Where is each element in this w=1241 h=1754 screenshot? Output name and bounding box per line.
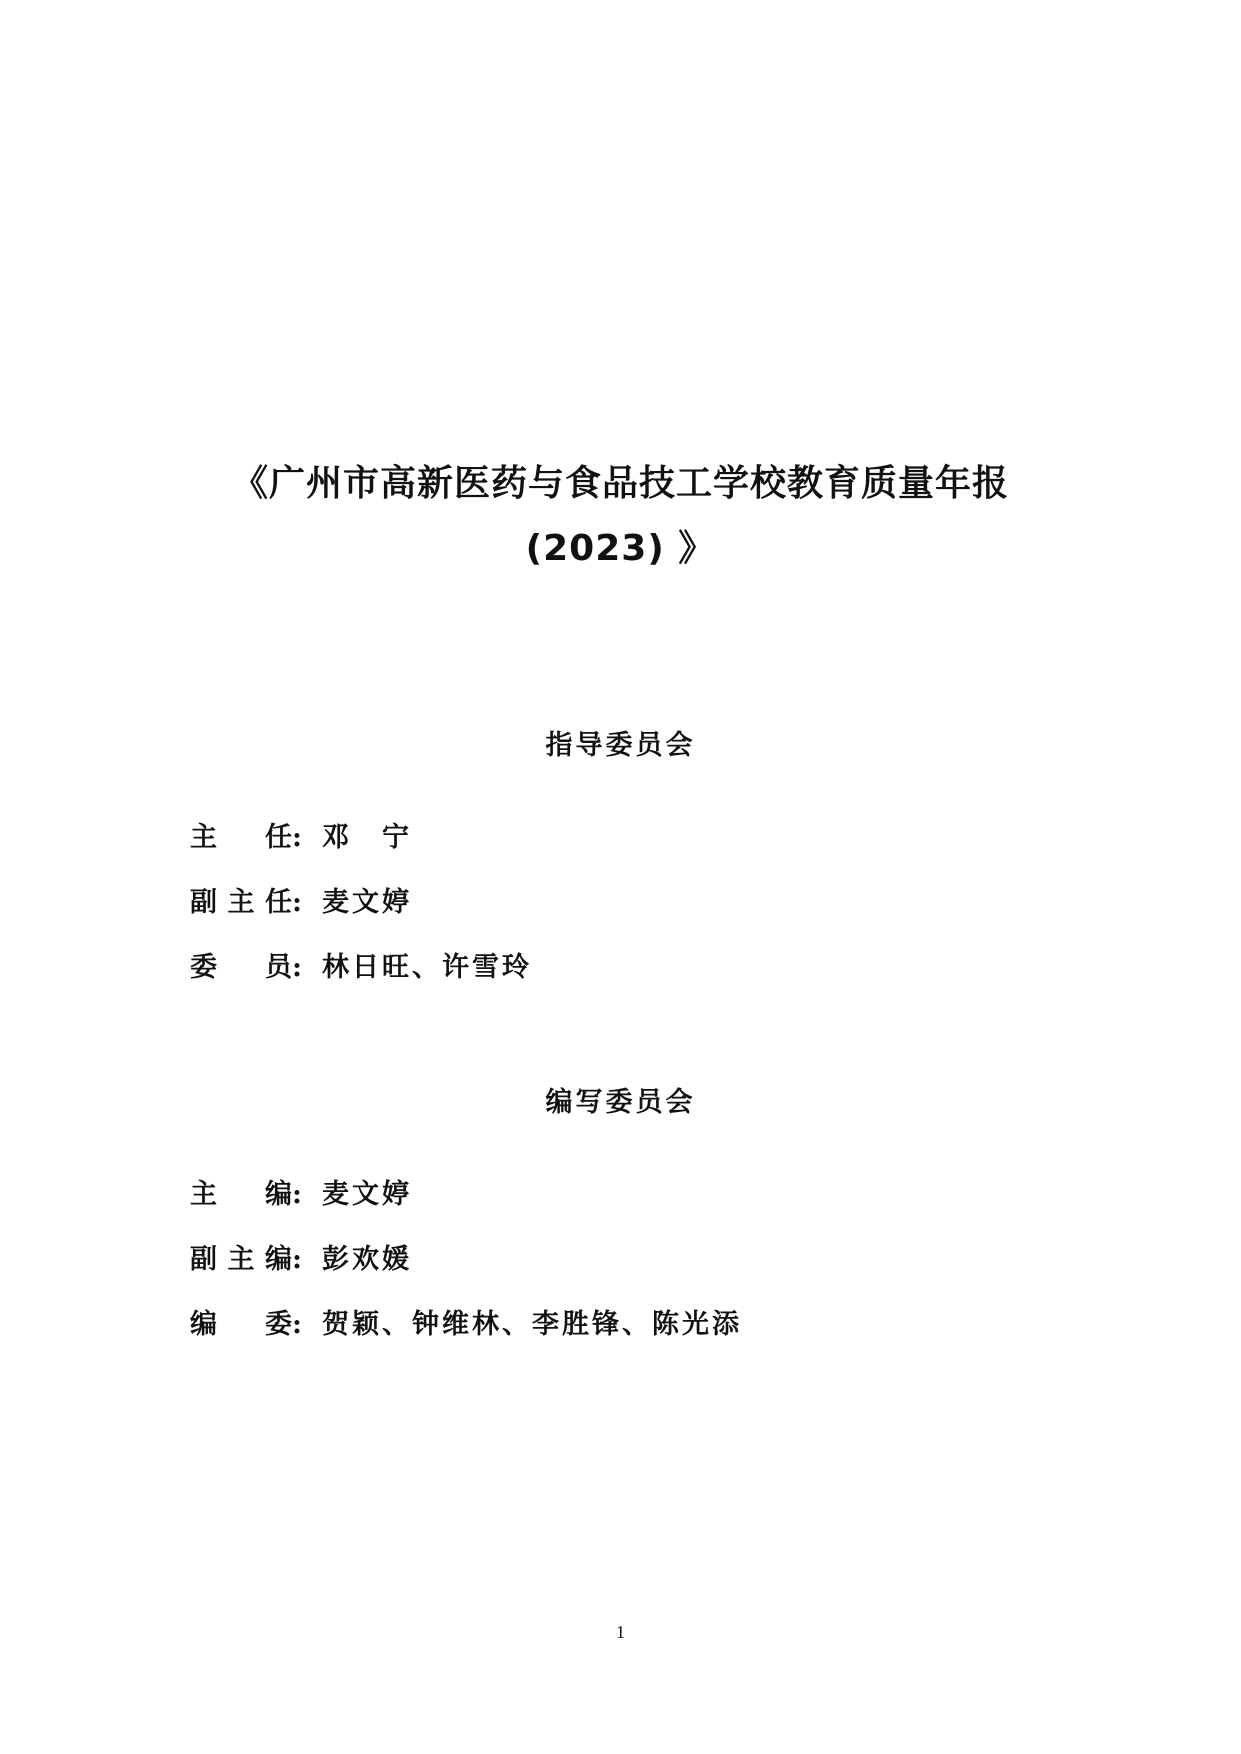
report-title-line-1: 《广州市高新医药与食品技工学校教育质量年报 — [231, 463, 1009, 504]
guidance-committee-heading: 指导委员会 — [545, 730, 696, 761]
member-colon: : — [292, 822, 302, 853]
member-names: 麦文婷 — [322, 1179, 412, 1210]
member-role: 编委 — [190, 1309, 292, 1340]
member-names: 麦文婷 — [322, 887, 412, 918]
member-colon: : — [292, 887, 302, 918]
writing-member-row-editorial-members — [190, 1307, 742, 1343]
writing-member-row-deputy-editor — [190, 1242, 412, 1278]
guidance-member-row-director — [190, 820, 412, 856]
writing-member-row-chief-editor — [190, 1177, 412, 1213]
member-colon: : — [292, 1179, 302, 1210]
member-colon: : — [292, 1244, 302, 1275]
member-names: 邓 宁 — [322, 822, 412, 853]
member-names: 林日旺、许雪玲 — [322, 952, 532, 983]
member-role: 主编 — [190, 1179, 292, 1210]
writing-committee-heading: 编写委员会 — [545, 1087, 696, 1118]
guidance-member-row-members — [190, 950, 532, 986]
member-colon: : — [292, 1309, 302, 1340]
guidance-member-row-deputy-director — [190, 885, 412, 921]
member-role: 副主任 — [190, 887, 292, 918]
member-role: 主任 — [190, 822, 292, 853]
member-names: 彭欢媛 — [322, 1244, 412, 1275]
member-colon: : — [292, 952, 302, 983]
member-role: 委员 — [190, 952, 292, 983]
report-title-line-2: (2023) 》 — [525, 528, 716, 569]
member-names: 贺颖、钟维林、李胜锋、陈光添 — [322, 1309, 742, 1340]
page-number: 1 — [616, 1622, 625, 1642]
member-role: 副主编 — [190, 1244, 292, 1275]
